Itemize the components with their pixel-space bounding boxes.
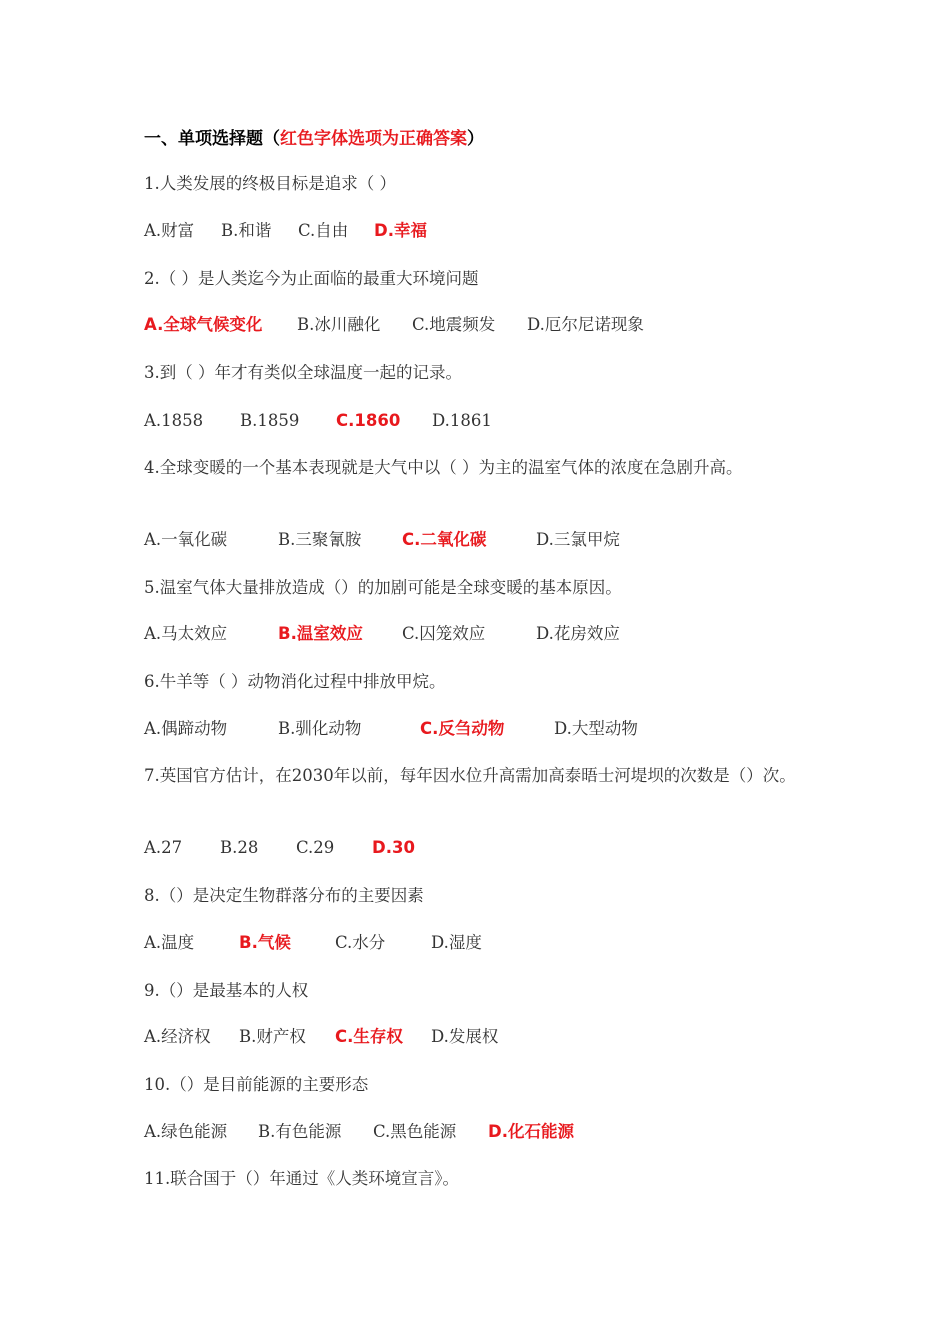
question-text: 8.（）是决定生物群落分布的主要因素: [144, 886, 424, 905]
option: D.湿度: [431, 933, 482, 952]
option-correct: C.反刍动物: [420, 719, 505, 738]
option: A.27: [144, 838, 183, 857]
heading-prefix: 一、单项选择题（: [144, 129, 280, 149]
option: A.一氧化碳: [144, 530, 228, 549]
option: B.三聚氰胺: [278, 530, 362, 549]
question-text: 5.温室气体大量排放造成（）的加剧可能是全球变暖的基本原因。: [144, 578, 622, 597]
option-row: [144, 835, 415, 860]
option: B.28: [220, 838, 259, 857]
option: C.水分: [335, 933, 386, 952]
option: D.大型动物: [554, 719, 638, 738]
question-text: 4.全球变暖的一个基本表现就是大气中以（ ）为主的温室气体的浓度在急剧升高。: [144, 458, 743, 477]
option: A.1858: [144, 411, 204, 430]
option-row: [144, 716, 638, 741]
option: D.厄尔尼诺现象: [527, 315, 644, 334]
option: A.温度: [144, 933, 195, 952]
option: C.囚笼效应: [402, 624, 486, 643]
option-correct: D.幸福: [374, 221, 427, 240]
option-correct: A.全球气候变化: [144, 315, 263, 334]
question-text: 6.牛羊等（ ）动物消化过程中排放甲烷。: [144, 672, 446, 691]
question-text: 3.到（ ）年才有类似全球温度一起的记录。: [144, 363, 462, 382]
option: D.三氯甲烷: [536, 530, 620, 549]
option: A.财富: [144, 221, 195, 240]
option-correct: D.化石能源: [488, 1122, 574, 1141]
option: A.马太效应: [144, 624, 228, 643]
option-row: [144, 930, 482, 955]
option: B.和谐: [221, 221, 272, 240]
option: B.有色能源: [258, 1122, 342, 1141]
option-row: [144, 1119, 574, 1144]
heading-suffix: ）: [467, 129, 484, 149]
option-correct: C.1860: [336, 411, 401, 430]
option-row: [144, 408, 492, 433]
question-text: 7.英国官方估计，在2030年以前，每年因水位升高需加高泰晤士河堤坝的次数是（）次。: [144, 766, 796, 785]
option: C.自由: [298, 221, 349, 240]
option: A.经济权: [144, 1027, 211, 1046]
option: D.发展权: [431, 1027, 499, 1046]
question-text: 9.（）是最基本的人权: [144, 981, 309, 1000]
option: A.偶蹄动物: [144, 719, 228, 738]
option-correct: C.生存权: [335, 1027, 403, 1046]
option-row: [144, 312, 644, 337]
option: C.29: [296, 838, 335, 857]
option-row: [144, 1024, 498, 1049]
option: B.1859: [240, 411, 300, 430]
option-correct: C.二氧化碳: [402, 530, 487, 549]
section-heading: [144, 124, 484, 149]
question-text: 2.（ ）是人类迄今为止面临的最重大环境问题: [144, 269, 479, 288]
heading-note: 红色字体选项为正确答案: [280, 129, 467, 149]
option: B.冰川融化: [297, 315, 381, 334]
question-text: 1.人类发展的终极目标是追求（ ）: [144, 174, 396, 193]
option-row: [144, 621, 620, 646]
option-row: [144, 527, 620, 552]
question-text: 10.（）是目前能源的主要形态: [144, 1075, 369, 1094]
option: B.财产权: [239, 1027, 306, 1046]
option-correct: D.30: [372, 838, 415, 857]
option: C.黑色能源: [373, 1122, 457, 1141]
option: A.绿色能源: [144, 1122, 228, 1141]
question-text: 11.联合国于（）年通过《人类环境宣言》。: [144, 1169, 459, 1188]
option-row: [144, 218, 427, 243]
option-correct: B.气候: [239, 933, 291, 952]
option: D.花房效应: [536, 624, 620, 643]
option-correct: B.温室效应: [278, 624, 363, 643]
option: D.1861: [432, 411, 492, 430]
option: C.地震频发: [412, 315, 496, 334]
option: B.驯化动物: [278, 719, 362, 738]
